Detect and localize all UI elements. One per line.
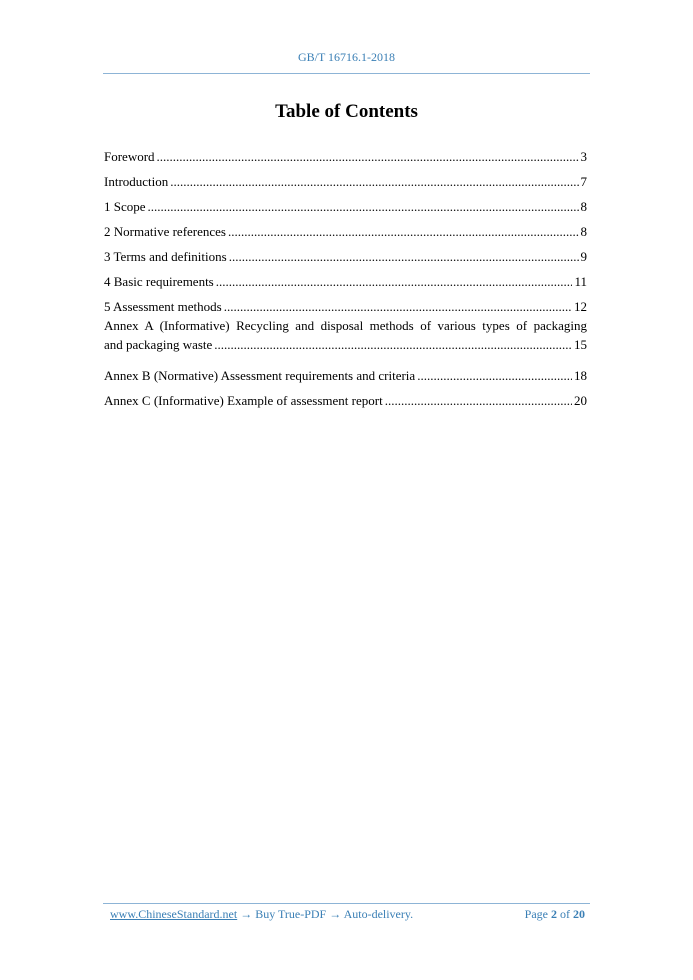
toc-entry-page: 9 xyxy=(580,249,587,264)
toc-entry-page: 12 xyxy=(574,299,587,314)
toc-entry-label: Annex B (Normative) Assessment requirements and criteria xyxy=(104,368,416,383)
toc-entry-scope[interactable] xyxy=(104,191,587,216)
of-word: of xyxy=(560,907,570,921)
page-footer xyxy=(110,907,585,922)
table-of-contents xyxy=(104,141,587,410)
document-code-header: GB/T 16716.1-2018 xyxy=(297,50,396,64)
header-divider xyxy=(103,73,590,74)
dot-leader xyxy=(228,222,579,241)
dot-leader xyxy=(148,197,579,216)
site-link[interactable]: www.ChineseStandard.net xyxy=(110,907,238,921)
page-indicator xyxy=(525,907,585,922)
toc-entry-page: 8 xyxy=(580,224,587,239)
footer-divider xyxy=(103,903,590,904)
toc-entry-label: 3 Terms and definitions xyxy=(104,249,227,264)
toc-entry-label: 4 Basic requirements xyxy=(104,274,214,289)
toc-entry-assessment-methods[interactable] xyxy=(104,291,587,316)
dot-leader xyxy=(385,391,572,410)
toc-entry-label-line1: Annex A (Informative) Recycling and disposal methods of various types of packaging xyxy=(104,318,587,333)
toc-entry-page: 3 xyxy=(580,149,587,164)
toc-entry-annex-c[interactable] xyxy=(104,385,587,410)
toc-entry-annex-b[interactable] xyxy=(104,360,587,385)
toc-entry-label: Annex C (Informative) Example of assessment report xyxy=(104,393,383,408)
dot-leader xyxy=(216,272,573,291)
toc-entry-label: Foreword xyxy=(104,149,155,164)
page-word: Page xyxy=(524,907,548,921)
page-total: 20 xyxy=(573,907,585,921)
toc-entry-page: 20 xyxy=(574,393,587,408)
toc-entry-page: 8 xyxy=(580,199,587,214)
toc-entry-foreword[interactable] xyxy=(104,141,587,166)
toc-entry-basic-requirements[interactable] xyxy=(104,266,587,291)
footer-promo xyxy=(110,907,413,922)
toc-entry-annex-a[interactable] xyxy=(104,316,587,354)
toc-entry-page: 7 xyxy=(580,174,587,189)
toc-entry-label-line2: and packaging waste xyxy=(104,337,213,352)
dot-leader xyxy=(214,335,572,354)
dot-leader xyxy=(224,297,572,316)
toc-entry-normative-references[interactable] xyxy=(104,216,587,241)
toc-entry-label: Introduction xyxy=(104,174,169,189)
toc-entry-introduction[interactable] xyxy=(104,166,587,191)
toc-entry-terms-definitions[interactable] xyxy=(104,241,587,266)
toc-entry-page: 15 xyxy=(574,337,587,352)
toc-entry-label: 5 Assessment methods xyxy=(104,299,222,314)
dot-leader xyxy=(417,366,572,385)
page-current: 2 xyxy=(551,907,557,921)
promo-text: → Buy True-PDF → Auto-delivery. xyxy=(237,907,414,921)
dot-leader xyxy=(229,247,579,266)
toc-entry-label: 1 Scope xyxy=(104,199,146,214)
toc-entry-page: 18 xyxy=(574,368,587,383)
toc-entry-page: 11 xyxy=(574,274,587,289)
toc-entry-label: 2 Normative references xyxy=(104,224,226,239)
page-title: Table of Contents xyxy=(275,101,418,122)
dot-leader xyxy=(157,147,579,166)
dot-leader xyxy=(170,172,578,191)
